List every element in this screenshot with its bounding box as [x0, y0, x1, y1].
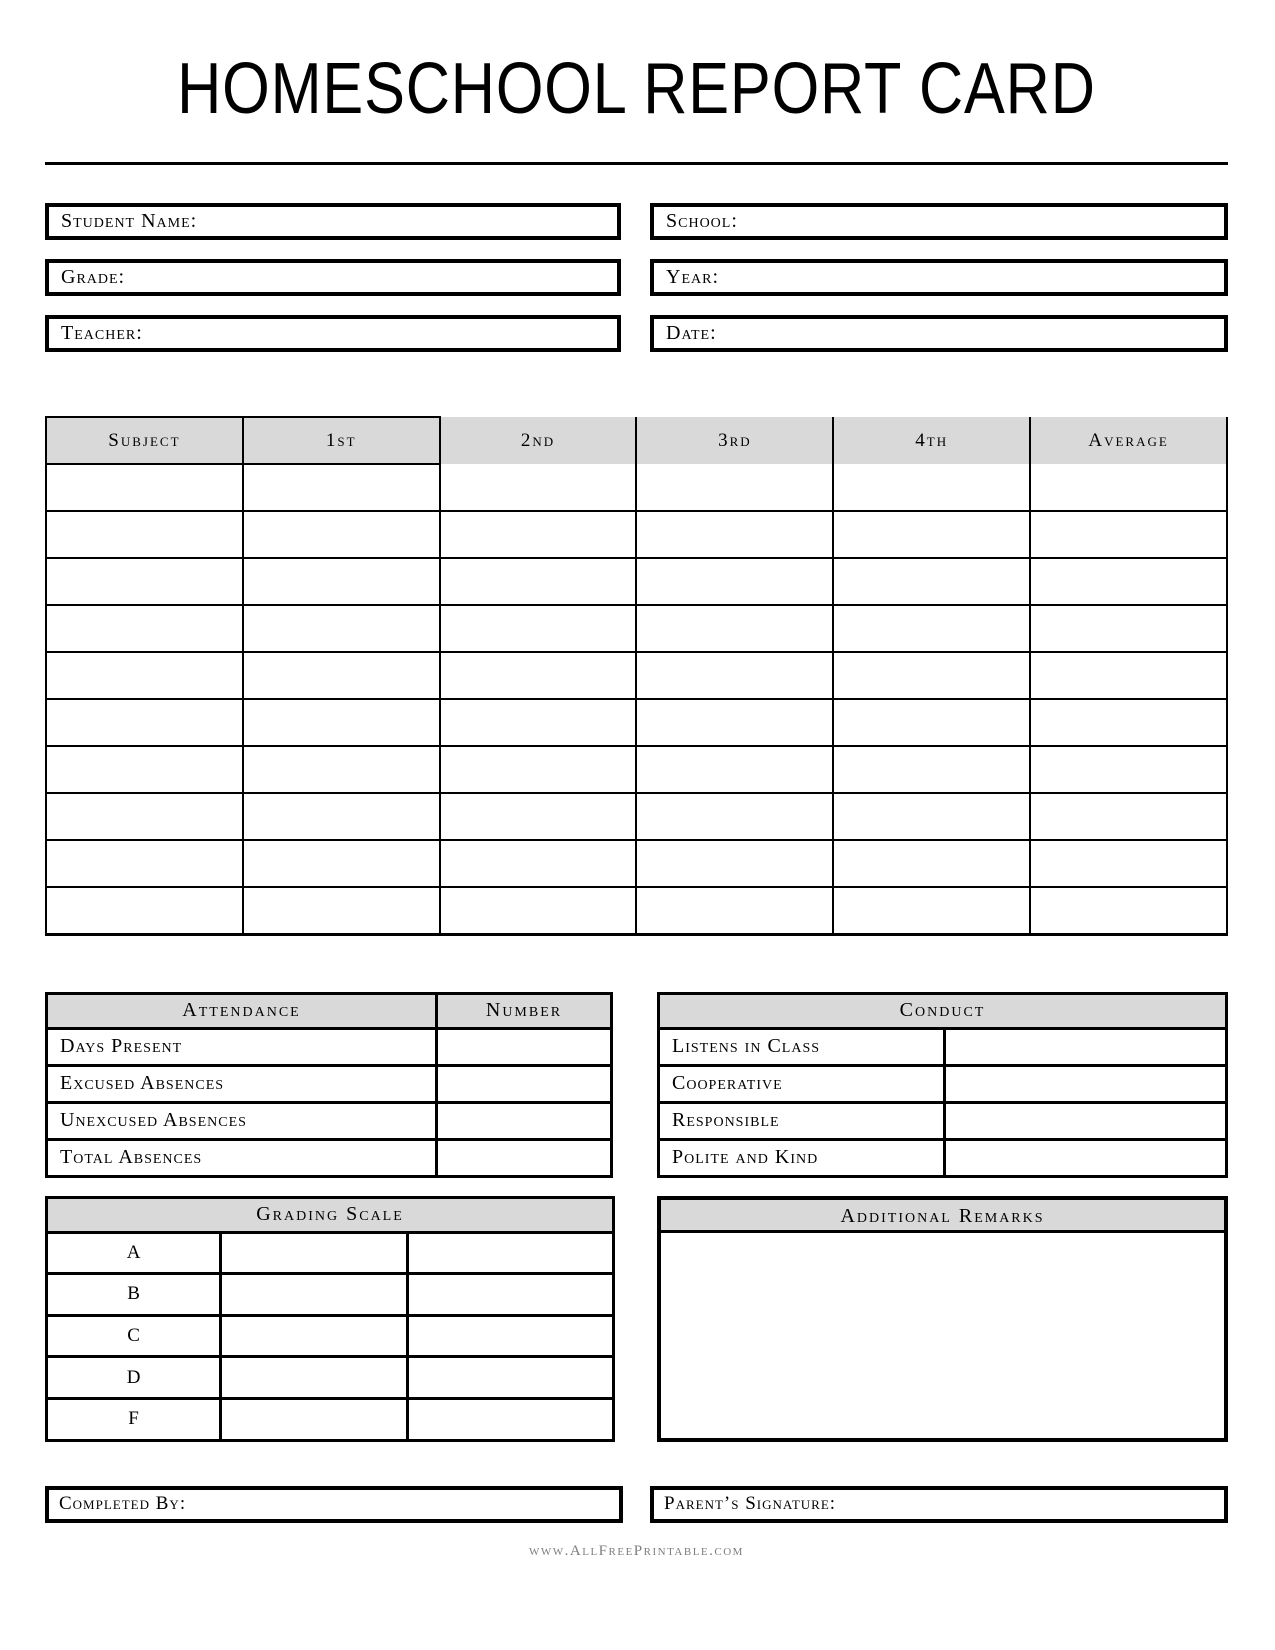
grading-scale-header-row	[47, 1197, 614, 1232]
grade-row	[46, 464, 1227, 511]
completed-by-label: Completed By:	[59, 1493, 187, 1514]
grade-cell[interactable]	[636, 511, 833, 558]
grade-row	[46, 746, 1227, 793]
grade-b-range-to-cell[interactable]	[408, 1274, 614, 1316]
attendance-header-row	[47, 993, 612, 1028]
grade-cell[interactable]	[1030, 887, 1227, 934]
grades-table	[45, 416, 1228, 936]
grade-cell[interactable]	[440, 558, 637, 605]
grading-scale-row	[47, 1357, 614, 1399]
conduct-table	[657, 992, 1228, 1178]
grading-scale-row	[47, 1315, 614, 1357]
grade-row	[46, 558, 1227, 605]
excused-absences-label: Excused Absences	[47, 1065, 437, 1102]
grade-cell[interactable]	[243, 511, 440, 558]
student-name-field[interactable]	[45, 203, 621, 240]
grade-cell[interactable]	[46, 652, 243, 699]
polite-and-kind-label: Polite and Kind	[659, 1139, 945, 1176]
grading-scale-table	[45, 1196, 615, 1442]
teacher-label: Teacher:	[61, 322, 143, 344]
days-present-value-cell[interactable]	[437, 1028, 612, 1065]
grade-cell[interactable]	[46, 887, 243, 934]
grade-cell[interactable]	[636, 699, 833, 746]
grades-col-4th: 4th	[833, 417, 1030, 464]
grade-cell[interactable]	[833, 699, 1030, 746]
grade-letter-a: A	[47, 1232, 221, 1274]
grade-cell[interactable]	[440, 511, 637, 558]
grade-a-range-from-cell[interactable]	[221, 1232, 408, 1274]
grade-cell[interactable]	[243, 699, 440, 746]
grade-cell[interactable]	[243, 558, 440, 605]
grade-cell[interactable]	[636, 652, 833, 699]
grade-cell[interactable]	[440, 746, 637, 793]
parent-signature-field[interactable]	[650, 1486, 1228, 1523]
grade-cell[interactable]	[1030, 746, 1227, 793]
grade-cell[interactable]	[440, 605, 637, 652]
grade-cell[interactable]	[440, 652, 637, 699]
grade-a-range-to-cell[interactable]	[408, 1232, 614, 1274]
completed-by-field[interactable]	[45, 1486, 623, 1523]
excused-absences-value-cell[interactable]	[437, 1065, 612, 1102]
parent-signature-label: Parent’s Signature:	[664, 1493, 837, 1514]
grades-col-2nd: 2nd	[440, 417, 637, 464]
school-field[interactable]	[650, 203, 1228, 240]
additional-remarks-area[interactable]	[661, 1233, 1224, 1434]
grade-cell[interactable]	[440, 464, 637, 511]
conduct-header-row	[659, 993, 1227, 1028]
responsible-label: Responsible	[659, 1102, 945, 1139]
grade-cell[interactable]	[1030, 511, 1227, 558]
grade-f-range-to-cell[interactable]	[408, 1398, 614, 1440]
date-label: Date:	[666, 322, 717, 344]
grade-cell[interactable]	[636, 746, 833, 793]
grade-c-range-from-cell[interactable]	[221, 1315, 408, 1357]
cooperative-label: Cooperative	[659, 1065, 945, 1102]
attendance-row	[47, 1102, 612, 1139]
grade-letter-d: D	[47, 1357, 221, 1399]
unexcused-absences-label: Unexcused Absences	[47, 1102, 437, 1139]
grade-cell[interactable]	[833, 793, 1030, 840]
grade-cell[interactable]	[46, 605, 243, 652]
grade-cell[interactable]	[1030, 464, 1227, 511]
grades-col-average: Average	[1030, 417, 1227, 464]
grade-label: Grade:	[61, 266, 126, 288]
conduct-row	[659, 1102, 1227, 1139]
cooperative-value-cell[interactable]	[945, 1065, 1227, 1102]
grades-col-subject: Subject	[46, 417, 243, 464]
grade-row	[46, 887, 1227, 934]
attendance-number-header: Number	[437, 993, 612, 1028]
title-divider	[45, 162, 1228, 165]
grade-d-range-from-cell[interactable]	[221, 1357, 408, 1399]
grade-c-range-to-cell[interactable]	[408, 1315, 614, 1357]
teacher-field[interactable]	[45, 315, 621, 352]
grade-row	[46, 511, 1227, 558]
footer-website: www.AllFreePrintable.com	[529, 1542, 744, 1559]
additional-remarks-box	[657, 1196, 1228, 1442]
grade-cell[interactable]	[1030, 652, 1227, 699]
year-field[interactable]	[650, 259, 1228, 296]
unexcused-absences-value-cell[interactable]	[437, 1102, 612, 1139]
grade-cell[interactable]	[46, 840, 243, 887]
grading-scale-row	[47, 1398, 614, 1440]
grade-cell[interactable]	[636, 793, 833, 840]
grade-f-range-from-cell[interactable]	[221, 1398, 408, 1440]
grade-cell[interactable]	[636, 840, 833, 887]
page-title: HOMESCHOOL REPORT CARD	[177, 49, 1096, 129]
total-absences-label: Total Absences	[47, 1139, 437, 1176]
grade-row	[46, 699, 1227, 746]
grades-table-body	[46, 464, 1227, 934]
grade-cell[interactable]	[243, 652, 440, 699]
grade-cell[interactable]	[46, 699, 243, 746]
grading-scale-row	[47, 1274, 614, 1316]
grade-row	[46, 793, 1227, 840]
total-absences-value-cell[interactable]	[437, 1139, 612, 1176]
date-field[interactable]	[650, 315, 1228, 352]
grade-cell[interactable]	[440, 793, 637, 840]
grades-col-1st: 1st	[243, 417, 440, 464]
grade-letter-f: F	[47, 1398, 221, 1440]
grade-cell[interactable]	[46, 464, 243, 511]
grade-cell[interactable]	[833, 652, 1030, 699]
grade-b-range-from-cell[interactable]	[221, 1274, 408, 1316]
listens-in-class-label: Listens in Class	[659, 1028, 945, 1065]
grade-cell[interactable]	[1030, 793, 1227, 840]
grade-row	[46, 840, 1227, 887]
grade-cell[interactable]	[440, 887, 637, 934]
grade-cell[interactable]	[636, 464, 833, 511]
attendance-table	[45, 992, 613, 1178]
student-info-section	[45, 203, 1228, 352]
grade-d-range-to-cell[interactable]	[408, 1357, 614, 1399]
grade-cell[interactable]	[243, 464, 440, 511]
grade-cell[interactable]	[440, 840, 637, 887]
grade-cell[interactable]	[636, 558, 833, 605]
grade-cell[interactable]	[1030, 840, 1227, 887]
grades-col-3rd: 3rd	[636, 417, 833, 464]
conduct-row	[659, 1028, 1227, 1065]
school-label: School:	[666, 210, 738, 232]
grade-cell[interactable]	[243, 793, 440, 840]
grade-cell[interactable]	[636, 887, 833, 934]
grade-field[interactable]	[45, 259, 621, 296]
grade-cell[interactable]	[833, 746, 1030, 793]
listens-in-class-value-cell[interactable]	[945, 1028, 1227, 1065]
grade-cell[interactable]	[243, 840, 440, 887]
grade-cell[interactable]	[1030, 605, 1227, 652]
grade-cell[interactable]	[833, 605, 1030, 652]
attendance-row	[47, 1028, 612, 1065]
grade-cell[interactable]	[243, 746, 440, 793]
conduct-header: Conduct	[659, 993, 1227, 1028]
grades-table-header	[46, 417, 1227, 464]
responsible-value-cell[interactable]	[945, 1102, 1227, 1139]
grade-row	[46, 605, 1227, 652]
grade-cell[interactable]	[46, 511, 243, 558]
grade-cell[interactable]	[833, 887, 1030, 934]
attendance-row	[47, 1139, 612, 1176]
year-label: Year:	[666, 266, 719, 288]
grade-cell[interactable]	[833, 511, 1030, 558]
conduct-row	[659, 1139, 1227, 1176]
days-present-label: Days Present	[47, 1028, 437, 1065]
grade-cell[interactable]	[1030, 558, 1227, 605]
polite-and-kind-value-cell[interactable]	[945, 1139, 1227, 1176]
attendance-header: Attendance	[47, 993, 437, 1028]
grade-letter-c: C	[47, 1315, 221, 1357]
grade-cell[interactable]	[46, 793, 243, 840]
student-name-label: Student Name:	[61, 210, 198, 232]
grades-header-row	[46, 417, 1227, 464]
grade-cell[interactable]	[833, 464, 1030, 511]
grade-cell[interactable]	[440, 699, 637, 746]
grade-cell[interactable]	[1030, 699, 1227, 746]
grading-scale-header: Grading Scale	[47, 1197, 614, 1232]
grade-cell[interactable]	[243, 887, 440, 934]
grade-cell[interactable]	[46, 746, 243, 793]
grade-cell[interactable]	[636, 605, 833, 652]
conduct-row	[659, 1065, 1227, 1102]
grade-letter-b: B	[47, 1274, 221, 1316]
additional-remarks-header: Additional Remarks	[661, 1200, 1224, 1233]
grade-cell[interactable]	[833, 558, 1030, 605]
grade-cell[interactable]	[243, 605, 440, 652]
grade-cell[interactable]	[833, 840, 1030, 887]
grading-scale-row	[47, 1232, 614, 1274]
grade-row	[46, 652, 1227, 699]
attendance-row	[47, 1065, 612, 1102]
grade-cell[interactable]	[46, 558, 243, 605]
